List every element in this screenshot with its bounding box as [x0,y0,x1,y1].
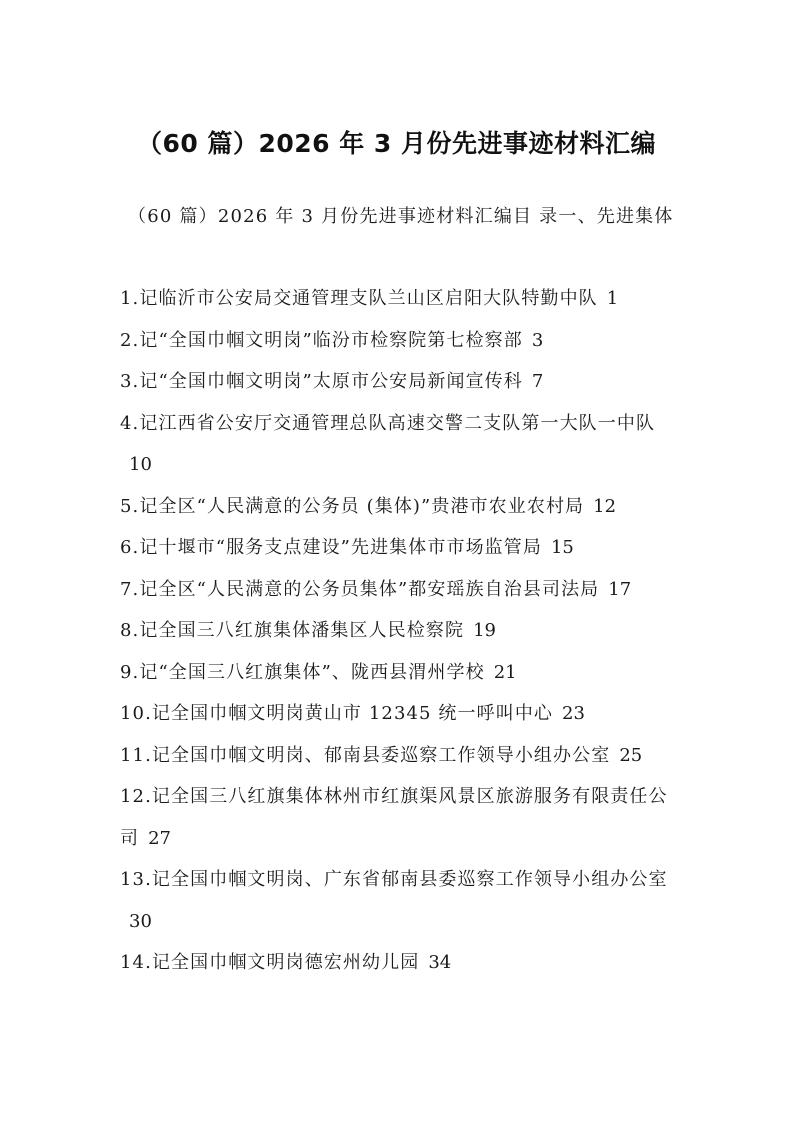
toc-item-title: 14.记全国巾帼文明岗德宏州幼儿园 [120,952,420,973]
toc-item-page-number: 10 [129,454,152,475]
toc-item [120,527,680,569]
toc-item-page-number: 30 [129,910,152,932]
toc-item-page-number: 21 [493,661,517,683]
toc-item [120,361,680,403]
toc-item-page-number: 25 [619,744,643,766]
toc-item [120,776,680,859]
toc-item-title: 9.记“全国三八红旗集体”、陇西县渭州学校 [120,661,485,683]
toc-item-page-number: 7 [531,371,544,392]
toc-item-title: 1.记临沂市公安局交通管理支队兰山区启阳大队特勤中队 [120,288,598,309]
toc-item-title: 10.记全国巾帼文明岗黄山市 12345 统一呼叫中心 [120,703,554,724]
toc-item [120,610,680,652]
document-title: （60 篇）2026 年 3 月份先进事迹材料汇编 [136,129,657,158]
toc-item-title: 4.记江西省公安厅交通管理总队高速交警二支队第一大队一中队 [120,412,656,434]
toc-item [120,486,680,528]
toc-item-title: 7.记全区“人民满意的公务员集体”都安瑶族自治县司法局 [120,578,600,600]
table-of-contents [120,278,680,984]
toc-item-page-number: 12 [593,495,617,517]
toc-item [120,942,680,984]
toc-item-page-number: 27 [148,827,172,849]
toc-item-page-number: 23 [562,703,585,724]
toc-item [120,403,680,486]
toc-item-title: 2.记“全国巾帼文明岗”临汾市检察院第七检察部 [120,329,523,351]
toc-item-title: 3.记“全国巾帼文明岗”太原市公安局新闻宣传科 [120,371,523,392]
toc-item-title: 6.记十堰市“服务支点建设”先进集体市市场监管局 [120,537,542,558]
toc-item-page-number: 34 [428,952,452,973]
toc-item-page-number: 3 [531,329,544,351]
toc-item-title: 5.记全区“人民满意的公务员 (集体)”贵港市农业农村局 [120,495,585,517]
toc-item-title: 12.记全国三八红旗集体林州市红旗渠风景区旅游服务有限责任公司 [120,786,668,849]
toc-item [120,278,680,320]
toc-item [120,693,680,735]
toc-item-title: 11.记全国巾帼文明岗、郁南县委巡察工作领导小组办公室 [120,744,611,766]
toc-item [120,859,680,942]
toc-item-page-number: 19 [473,620,496,641]
toc-item [120,735,680,777]
toc-item-title: 13.记全国巾帼文明岗、广东省郁南县委巡察工作领导小组办公室 [120,869,668,890]
toc-item [120,652,680,694]
toc-item [120,320,680,362]
toc-item-page-number: 1 [606,288,619,309]
toc-item-page-number: 15 [550,537,574,558]
toc-item-page-number: 17 [608,578,632,600]
toc-item-title: 8.记全国三八红旗集体潘集区人民检察院 [120,620,465,641]
toc-item [120,569,680,611]
document-intro: （60 篇）2026 年 3 月份先进事迹材料汇编目 录一、先进集体 [128,206,674,227]
